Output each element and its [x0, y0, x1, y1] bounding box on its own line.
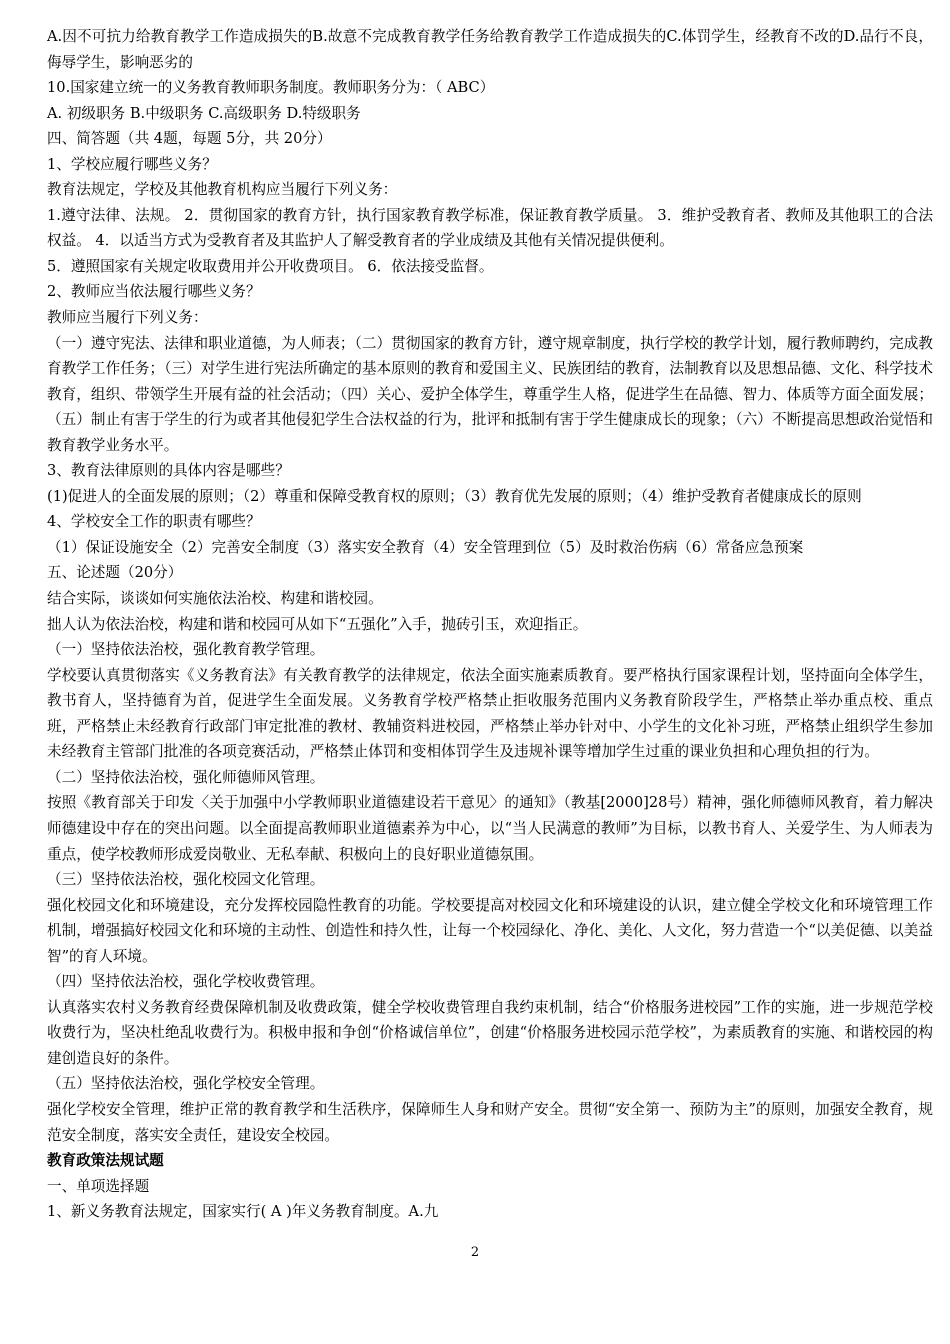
- text-paragraph: （二）坚持依法治校，强化师德师风管理。: [47, 768, 325, 786]
- text-paragraph: 拙人认为依法治校，构建和谐和校园可从如下“五强化”入手，抛砖引玉，欢迎指正。: [47, 615, 588, 633]
- text-paragraph: （五）坚持依法治校，强化学校安全管理。: [47, 1075, 325, 1093]
- text-paragraph: 五、论述题（20分）: [47, 564, 183, 582]
- document-body: [47, 24, 933, 1225]
- text-paragraph: 教师应当履行下列义务：: [47, 309, 208, 327]
- text-paragraph: 结合实际，谈谈如何实施依法治校、构建和谐校园。: [47, 590, 383, 608]
- text-paragraph: 按照《教育部关于印发〈关于加强中小学教师职业道德建设若干意见〉的通知》（教基[2000]28号）精神，强化师德师风教育，着力解决师德建设中存在的突出问题。以全面提高教师职业道德素养为中心，以“当人民满意的教师”为目标，以教书育人、关爱学生、为人师表为重点，使学校教师形成爱岗敬业、无私奉献、积极向上的良好职业道德氛围。: [47, 794, 933, 863]
- text-paragraph: (1)促进人的全面发展的原则；（2）尊重和保障受教育权的原则；（3）教育优先发展的原则；（4）维护受教育者健康成长的原则: [47, 487, 862, 505]
- text-paragraph: 3、教育法律原则的具体内容是哪些？: [47, 462, 290, 480]
- section-heading: 教育政策法规试题: [47, 1152, 164, 1170]
- text-paragraph: （一）坚持依法治校，强化教育教学管理。: [47, 641, 325, 659]
- text-paragraph: 教育法规定，学校及其他教育机构应当履行下列义务：: [47, 181, 398, 199]
- text-paragraph: 四、简答题（共 4题，每题 5分，共 20分）: [47, 130, 332, 148]
- text-paragraph: 强化学校安全管理，维护正常的教育教学和生活秩序，保障师生人身和财产安全。贯彻“安全第一、预防为主”的原则，加强安全教育，规范安全制度，落实安全责任，建设安全校园。: [47, 1100, 933, 1144]
- text-paragraph: （1）保证设施安全（2）完善安全制度（3）落实安全教育（4）安全管理到位（5）及时救治伤病（6）常备应急预案: [47, 538, 804, 556]
- text-paragraph: 一、单项选择题: [47, 1177, 150, 1195]
- text-paragraph: （四）坚持依法治校，强化学校收费管理。: [47, 973, 325, 991]
- text-paragraph: 学校要认真贯彻落实《义务教育法》有关教育教学的法律规定，依法全面实施素质教育。要严格执行国家课程计划，坚持面向全体学生，教书育人，坚持德育为首，促进学生全面发展。义务教育学校严格禁止拒收服务范围内义务教育阶段学生，严格禁止举办重点校、重点班，严格禁止未经教育行政部门审定批准的教材、教辅资料进校园，严格禁止举办针对中、小学生的文化补习班，严格禁止组织学生参加未经教育主管部门批准的各项竞赛活动，严格禁止体罚和变相体罚学生及违规补课等增加学生过重的课业负担和心理负担的行为。: [47, 666, 933, 761]
- text-paragraph: 1、新义务教育法规定，国家实行( A )年义务教育制度。A.九: [47, 1203, 439, 1221]
- text-paragraph: 1.遵守法律、法规。 2．贯彻国家的教育方针，执行国家教育教学标准，保证教育教学质量。 3．维护受教育者、教师及其他职工的合法权益。 4．以适当方式为受教育者及其监护人了解受教育者的学业成绩及其他有关情况提供便利。: [47, 206, 933, 250]
- text-paragraph: （一）遵守宪法、法律和职业道德，为人师表；（二）贯彻国家的教育方针，遵守规章制度，执行学校的教学计划，履行教师聘约，完成教育教学工作任务；（三）对学生进行宪法所确定的基本原则的教育和爱国主义、民族团结的教育，法制教育以及思想品德、文化、科学技术教育，组织、带领学生开展有益的社会活动；（四）关心、爱护全体学生，尊重学生人格，促进学生在品德、智力、体质等方面全面发展；（五）制止有害于学生的行为或者其他侵犯学生合法权益的行为，批评和抵制有害于学生健康成长的现象；（六）不断提高思想政治觉悟和教育教学业务水平。: [47, 334, 933, 454]
- text-paragraph: 5．遵照国家有关规定收取费用并公开收费项目。 6．依法接受监督。: [47, 257, 494, 275]
- text-paragraph: 1、学校应履行哪些义务？: [47, 155, 217, 173]
- text-paragraph: A. 初级职务 B.中级职务 C.高级职务 D.特级职务: [47, 104, 361, 122]
- text-paragraph: A.因不可抗力给教育教学工作造成损失的B.故意不完成教育教学任务给教育教学工作造成损失的C.体罚学生，经教育不改的D.品行不良，侮辱学生，影响恶劣的: [47, 28, 933, 71]
- text-paragraph: 强化校园文化和环境建设，充分发挥校园隐性教育的功能。学校要提高对校园文化和环境建设的认识，建立健全学校文化和环境管理工作机制，增强搞好校园文化和环境的主动性、创造性和持久性，让每一个校园绿化、净化、美化、人文化，努力营造一个“以美促德、以美益智”的育人环境。: [47, 896, 933, 965]
- text-paragraph: 4、学校安全工作的职责有哪些？: [47, 513, 261, 531]
- text-paragraph: 认真落实农村义务教育经费保障机制及收费政策，健全学校收费管理自我约束机制，结合“价格服务进校园”工作的实施，进一步规范学校收费行为，坚决杜绝乱收费行为。积极申报和争创“价格诚信单位”，创建“价格服务进校园示范学校”，为素质教育的实施、和谐校园的构建创造良好的条件。: [47, 998, 933, 1067]
- page-number: 2: [470, 1245, 480, 1260]
- text-paragraph: （三）坚持依法治校，强化校园文化管理。: [47, 871, 325, 889]
- text-paragraph: 2、教师应当依法履行哪些义务？: [47, 283, 261, 301]
- text-paragraph: 10.国家建立统一的义务教育教师职务制度。教师职务分为：（ ABC）: [47, 79, 495, 97]
